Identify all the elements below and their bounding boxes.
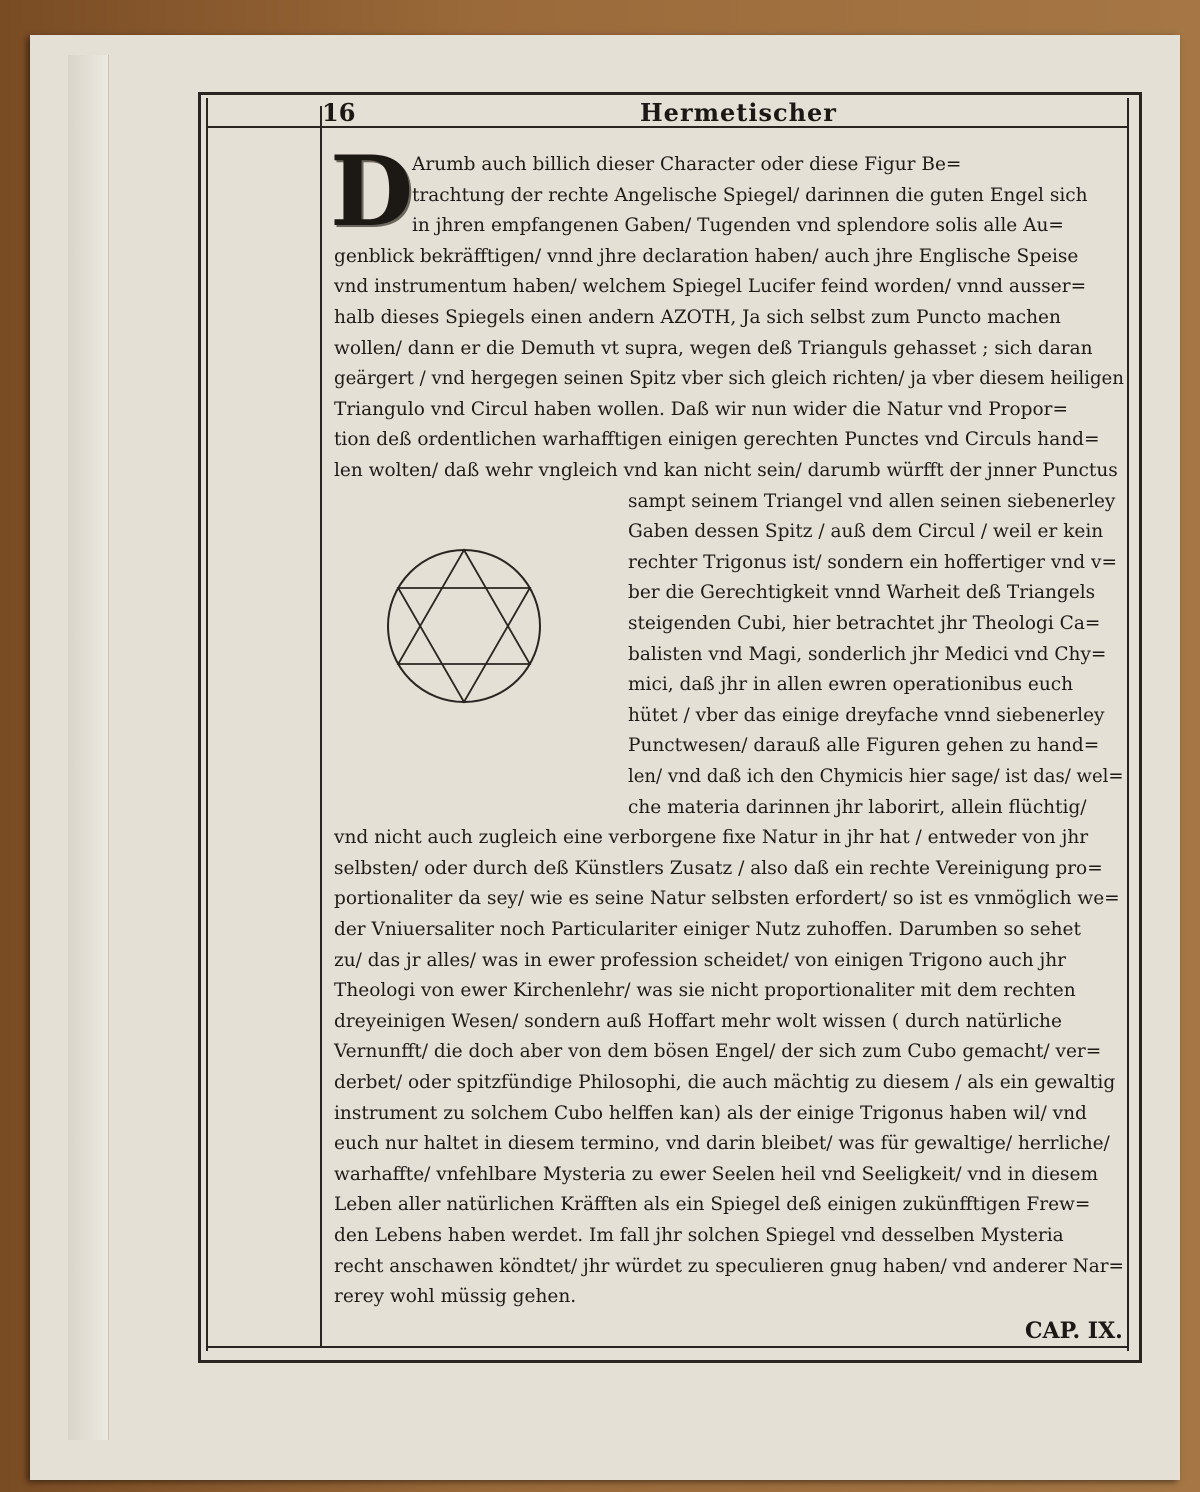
text-line: euch nur haltet in diesem termino, vnd darin bleibet/ was für gewaltige/ herrliche/ — [334, 1133, 1110, 1155]
text-line: derbet/ oder spitzfündige Philosophi, die auch mächtig zu diesem / als ein gewaltig — [334, 1072, 1116, 1093]
text-line: len/ vnd daß ich den Chymicis hier sage/ ist das/ wel= — [628, 766, 1124, 787]
text-line: rerey wohl müssig gehen. — [334, 1286, 577, 1308]
hexagram-in-circle-icon — [383, 545, 545, 707]
text-line: Punctwesen/ darauß alle Figuren gehen zu hand= — [628, 735, 1100, 757]
text-line: genblick bekräfftigen/ vnnd jhre declaration haben/ auch jhre Englische Speise — [334, 245, 1079, 267]
text-line: den Lebens haben werdet. Im fall jhr solchen Spiegel vnd desselben Mysteria — [334, 1225, 1064, 1246]
text-line: Vernunfft/ die doch aber von dem bösen Engel/ der sich zum Cubo gemacht/ ver= — [334, 1041, 1102, 1063]
text-line: Triangulo vnd Circul haben wollen. Daß wir nun wider die Natur vnd Propor= — [334, 398, 1068, 420]
footer-rule — [206, 1346, 1127, 1348]
text-line: vnd instrumentum haben/ welchem Spiegel Lucifer feind worden/ vnnd ausser= — [334, 276, 1087, 298]
text-line: Leben aller natürlichen Kräfften als ein Spiegel deß einigen zukünfftigen Frew= — [334, 1194, 1091, 1216]
text-line: balisten vnd Magi, sonderlich jhr Medici vnd Chy= — [628, 643, 1107, 665]
running-title: Hermetischer — [640, 98, 837, 127]
text-line: rechter Trigonus ist/ sondern ein hoffertiger vnd v= — [628, 551, 1117, 573]
text-line: recht anschawen köndtet/ jhr würdet zu speculieren gnug haben/ vnd anderer Nar= — [334, 1255, 1124, 1277]
page-edge — [68, 55, 109, 1440]
text-line: wollen/ dann er die Demuth vt supra, wegen deß Trianguls gehasset ; sich daran — [334, 337, 1093, 359]
figure-circle — [388, 550, 540, 702]
text-line: trachtung der rechte Angelische Spiegel/ darinnen die guten Engel sich — [412, 184, 1088, 206]
text-line: portionaliter da sey/ wie es seine Natur selbsten erfordert/ so ist es vnmöglich we= — [334, 888, 1120, 910]
figure-triangle-up — [398, 550, 530, 664]
text-line: in jhren empfangenen Gaben/ Tugenden vnd splendore solis alle Au= — [412, 215, 1064, 237]
text-line: Arumb auch billich dieser Character oder diese Figur Be= — [412, 154, 962, 175]
text-line: geärgert / vnd hergegen seinen Spitz vber sich gleich richten/ ja vber diesem heiligen — [334, 368, 1124, 390]
text-line: selbsten/ oder durch deß Künstlers Zusatz / also daß ein rechte Vereinigung pro= — [334, 857, 1103, 879]
text-line: Theologi von ewer Kirchenlehr/ was sie nicht proportionaliter mit dem rechten — [334, 980, 1076, 1002]
text-line: steigenden Cubi, hier betrachtet jhr Theologi Ca= — [628, 613, 1101, 634]
text-line: ber die Gerechtigkeit vnnd Warheit deß Triangels — [628, 582, 1096, 604]
text-line: vnd nicht auch zugleich eine verborgene fixe Natur in jhr hat / entweder von jhr — [334, 827, 1089, 849]
text-line: dreyeinigen Wesen/ sondern auß Hoffart mehr wolt wissen ( durch natürliche — [334, 1010, 1062, 1032]
text-line: halb dieses Spiegels einen andern AZOTH, Ja sich selbst zum Puncto machen — [334, 307, 1061, 328]
catchword: CAP. IX. — [1025, 1318, 1123, 1344]
text-line: instrument zu solchem Cubo helffen kan) als der einige Trigonus haben wil/ vnd — [334, 1102, 1087, 1124]
text-line: che materia darinnen jhr laborirt, allein flüchtig/ — [628, 796, 1087, 818]
drop-cap: D — [330, 135, 414, 248]
text-line: hütet / vber das einige dreyfache vnnd siebenerley — [628, 704, 1105, 726]
page-number: 16 — [322, 98, 356, 127]
text-line: sampt seinem Triangel vnd allen seinen siebenerley — [628, 490, 1116, 512]
border-rule-left — [206, 98, 208, 1351]
text-line: Gaben dessen Spitz / auß dem Circul / weil er kein — [628, 521, 1104, 543]
text-line: warhaffte/ vnfehlbare Mysteria zu ewer Seelen heil vnd Seeligkeit/ vnd in diesem — [334, 1163, 1099, 1185]
text-line: mici, daß jhr in allen ewren operationibus euch — [628, 674, 1074, 696]
border-rule-right — [1127, 98, 1129, 1351]
text-line: len wolten/ daß wehr vngleich vnd kan nicht sein/ darumb würfft der jnner Punctus — [334, 460, 1118, 481]
margin-column-rule — [320, 106, 322, 1346]
text-line: der Vniuersaliter noch Particulariter einiger Nutz zuhoffen. Darumben so sehet — [334, 919, 1081, 940]
figure-triangle-down — [398, 588, 530, 702]
text-line: tion deß ordentlichen warhafftigen einigen gerechten Punctes vnd Circuls hand= — [334, 429, 1100, 451]
text-line: zu/ das jr alles/ was in ewer profession scheidet/ von einigen Trigono auch jhr — [334, 949, 1067, 971]
